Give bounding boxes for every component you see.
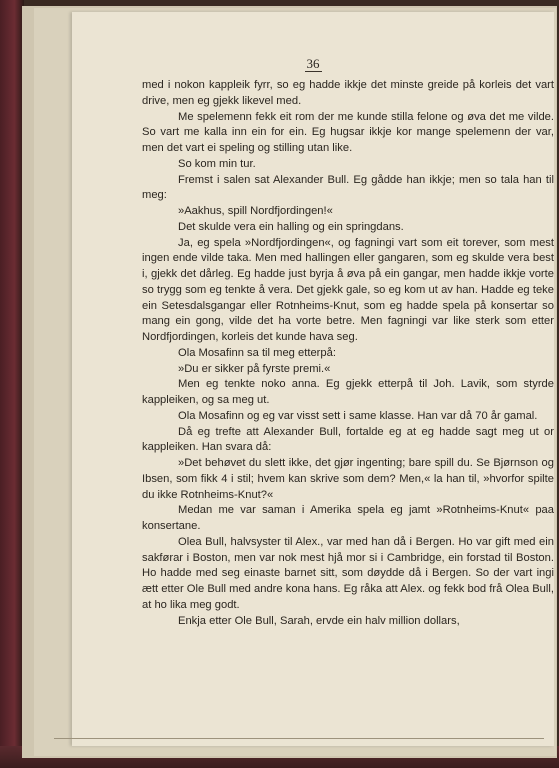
paragraph: Ola Mosafinn og eg var visst sett i same klasse. Han var då 70 år gamal. (178, 409, 538, 422)
paragraph: Medan me var saman i Amerika spela eg jamt »Rotnheims-Knut« paa konsertane. (142, 504, 554, 532)
paragraph: Enkja etter Ole Bull, Sarah, ervde ein halv million dollars, (178, 614, 460, 627)
paragraph: Fremst i salen sat Alexander Bull. Eg gådde han ikkje; men so tala han til meg: (142, 173, 554, 202)
paragraph: Olea Bull, halvsyster til Alex., var med han då i Bergen. Ho var gift med ein sakførar i Boston, men var nok mest hjå mor si i Cambridge, ein forstad til Boston. Ho hadde med seg einaste barnet sitt, som døydde då i Bergen. So der vart ingi ætt etter Ole Bull med andre kona hans. Eg råka att Alex. og fekk bod frå Olea Bull, at ho lika meg godt. (142, 535, 554, 611)
paragraph: Då eg trefte att Alexander Bull, fortalde eg at eg hadde sagt meg ut or kappleiken. Han svara då: (142, 425, 554, 454)
paragraph: »Aakhus, spill Nordfjordingen!« (178, 205, 333, 217)
paragraph: So kom min tur. (178, 157, 256, 170)
paragraph: Me spelemenn fekk eit rom der me kunde stilla felone og øva det me vilde. So vart me kalla inn ein for ein. Eg hugsar ikkje kor mange spelemenn der var, men det vart ei speling og stilling utan like. (142, 110, 554, 154)
paragraph: »Du er sikker på fyrste premi.« (178, 362, 331, 375)
paragraph: med i nokon kappleik fyrr, so eg hadde ikkje det minste greide på korleis det vart drive, men eg gjekk likevel med. (142, 79, 554, 107)
book-page (72, 12, 554, 746)
paragraph: »Det behøvet du slett ikke, det gjør ingenting; bare spill du. Se Bjørnson og Ibsen, som fikk 4 i stil; hvem kan skrive som dem? Men,« la han til, »hvorfor spilte du ikke Rotnheims-Knut?« (142, 457, 554, 501)
page-bottom-edge (54, 738, 544, 739)
page-number-text: 36 (306, 56, 320, 71)
page-text (142, 78, 554, 629)
book-binding-left (0, 0, 24, 768)
paragraph: Men eg tenkte noko anna. Eg gjekk etterpå til Joh. Lavik, som styrde kappleiken, og sa meg ut. (142, 378, 554, 406)
page-number (72, 56, 554, 72)
paragraph: Det skulde vera ein halling og ein springdans. (178, 220, 404, 233)
paragraph: Ja, eg spela »Nordfjordingen«, og fagningi vart som eit torever, som mest ingen ende vilde taka. Men med hallingen eller gangaren, som eg skulde vera best i, gjekk det dårleg. Eg hadde just byrja å øva på ein gangar, men hadde ikkje vorte so trygg som eg tenkte å vera. Det gjekk gale, so eg kom ut av han. Hadde eg teke ein Setesdalsgangar eller Rotnheims-Knut, som eg hadde spela på konsertar so mang ein gong, vilde det ha vorte betre. Men fagningi var like sterk som etter Nordfjordingen, korleis det kunde hava seg. (142, 236, 554, 343)
paragraph: Ola Mosafinn sa til meg etterpå: (178, 346, 336, 359)
